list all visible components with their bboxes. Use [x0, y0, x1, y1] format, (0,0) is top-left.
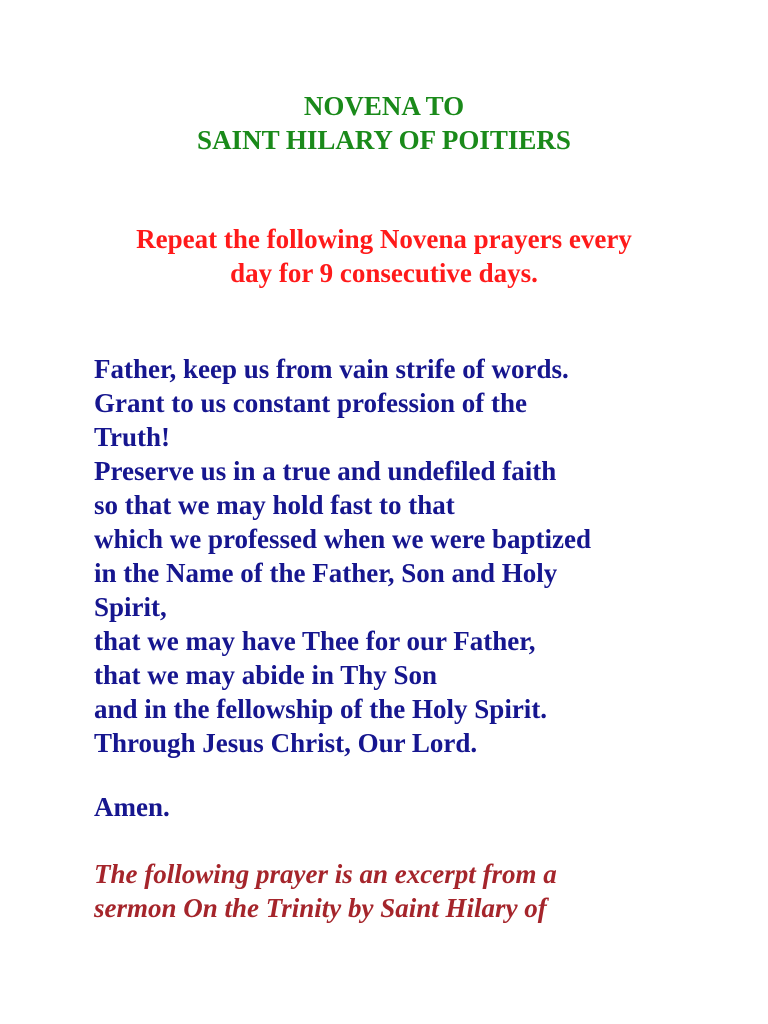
note-line-2: sermon On the Trinity by Saint Hilary of — [94, 893, 547, 923]
prayer-line: Spirit, — [94, 592, 167, 622]
instruction-text — [0, 222, 768, 290]
prayer-line: in the Name of the Father, Son and Holy — [94, 558, 558, 588]
prayer-line: which we professed when we were baptized — [94, 524, 591, 554]
prayer-body — [94, 352, 754, 760]
prayer-line: Father, keep us from vain strife of words. — [94, 354, 569, 384]
prayer-line: and in the fellowship of the Holy Spirit. — [94, 694, 548, 724]
note-line-1: The following prayer is an excerpt from a — [94, 859, 557, 889]
amen-text: Amen. — [94, 792, 170, 822]
prayer-line: Through Jesus Christ, Our Lord. — [94, 728, 478, 758]
instruction-line-2: day for 9 consecutive days. — [230, 258, 538, 288]
title-line-2: SAINT HILARY OF POITIERS — [197, 125, 571, 155]
instruction-line-1: Repeat the following Novena prayers every — [136, 224, 632, 254]
prayer-line: that we may abide in Thy Son — [94, 660, 438, 690]
prayer-line: Preserve us in a true and undefiled faith — [94, 456, 557, 486]
page-title — [0, 89, 768, 157]
prayer-line: so that we may hold fast to that — [94, 490, 455, 520]
title-line-1: NOVENA TO — [303, 91, 465, 121]
prayer-line: that we may have Thee for our Father, — [94, 626, 536, 656]
excerpt-note — [94, 857, 754, 925]
prayer-line: Truth! — [94, 422, 171, 452]
prayer-line: Grant to us constant profession of the — [94, 388, 528, 418]
